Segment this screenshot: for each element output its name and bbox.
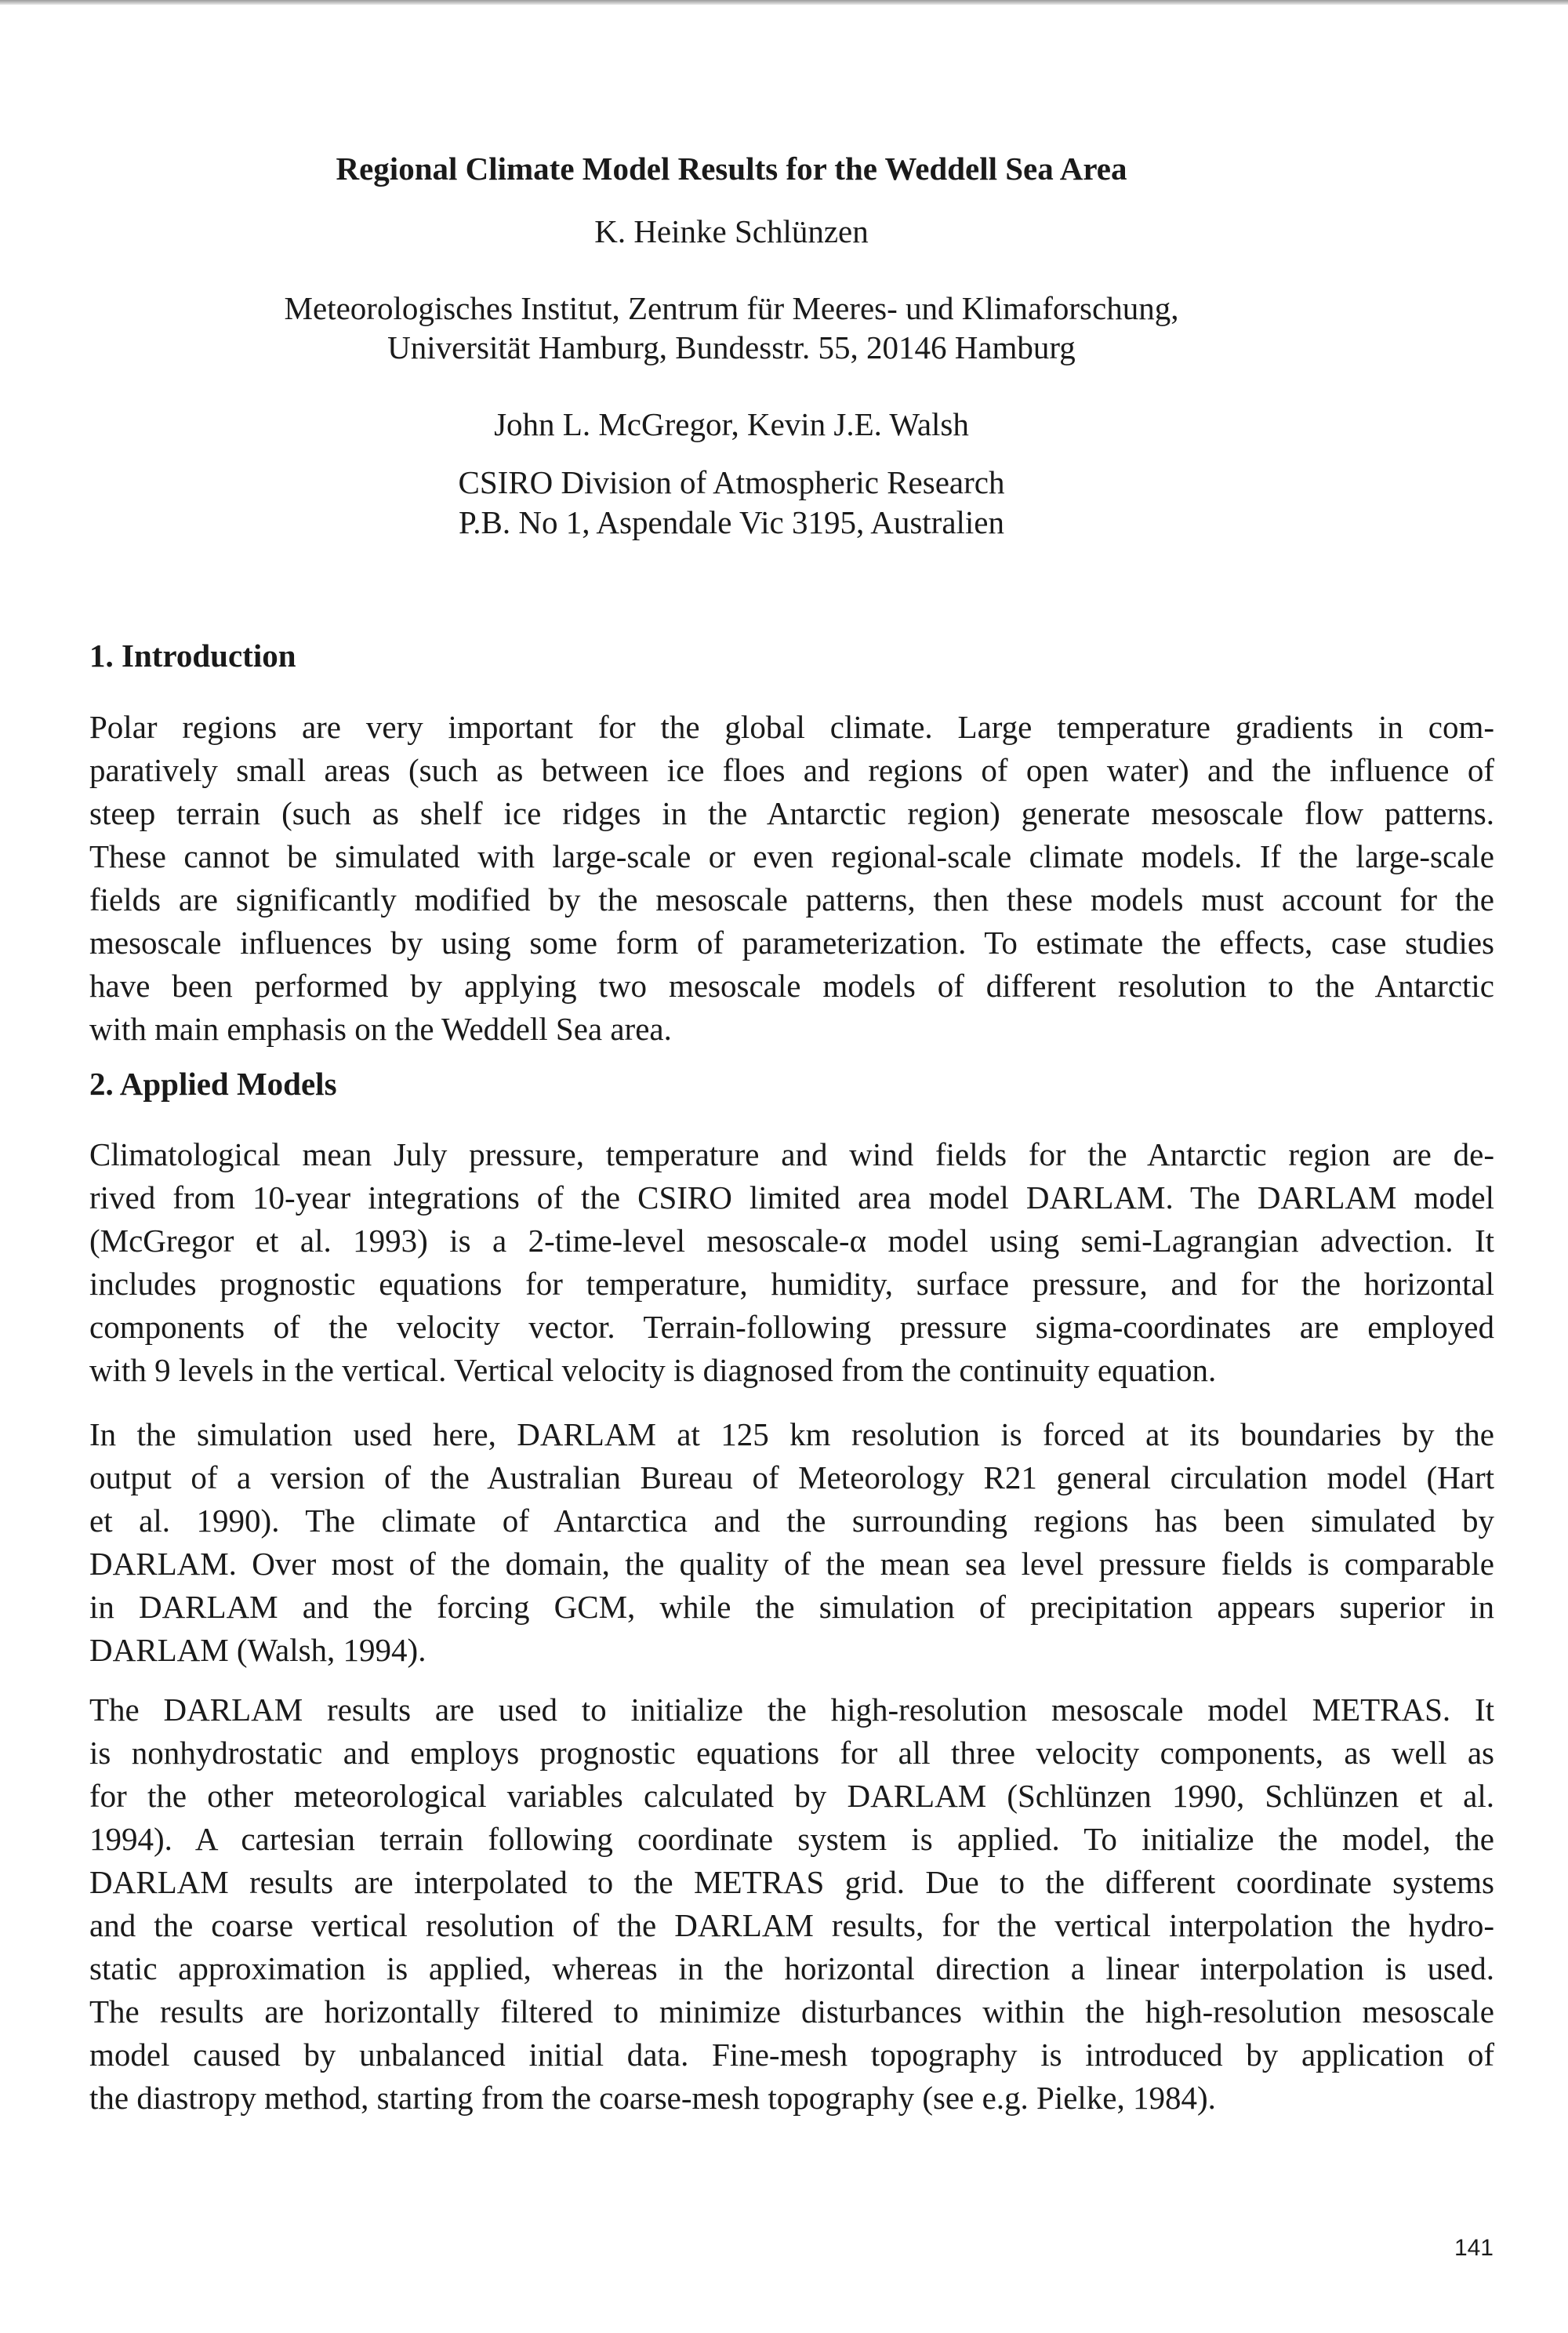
page-top-edge [0, 0, 1568, 5]
affiliation-2-line-2: P.B. No 1, Aspendale Vic 3195, Australien [458, 504, 1005, 540]
text-line: with 9 levels in the vertical. Vertical velocity is diagnosed from the continuity equation. [89, 1352, 1217, 1388]
text-line: for the other meteorological variables calculated by DARLAM (Schlünzen 1990, Schlünzen et al. [89, 1778, 1494, 1814]
text-line: paratively small areas (such as between ice floes and regions of open water) and the influence of [89, 752, 1494, 788]
text-line: Climatological mean July pressure, temperature and wind fields for the Antarctic region are de- [89, 1136, 1494, 1172]
text-line: have been performed by applying two mesoscale models of different resolution to the Antarctic [89, 968, 1494, 1004]
text-line: includes prognostic equations for temperature, humidity, surface pressure, and for the horizontal [89, 1266, 1494, 1302]
text-line: In the simulation used here, DARLAM at 125 km resolution is forced at its boundaries by the [89, 1416, 1494, 1452]
paragraph [89, 706, 1494, 1051]
text-line: model caused by unbalanced initial data. Fine-mesh topography is introduced by application of [89, 2037, 1494, 2073]
text-line: is nonhydrostatic and employs prognostic equations for all three velocity components, as well as [89, 1735, 1494, 1771]
text-line: Polar regions are very important for the global climate. Large temperature gradients in com- [89, 709, 1494, 745]
text-line: DARLAM. Over most of the domain, the quality of the mean sea level pressure fields is comparable [89, 1546, 1494, 1582]
text-line: mesoscale influences by using some form of parameterization. To estimate the effects, case studies [89, 925, 1494, 961]
authors-2: John L. McGregor, Kevin J.E. Walsh [494, 406, 969, 442]
text-line: and the coarse vertical resolution of the DARLAM results, for the vertical interpolation the hydro- [89, 1907, 1494, 1943]
paragraph [89, 1688, 1494, 2120]
text-line: 1994). A cartesian terrain following coordinate system is applied. To initialize the model, the [89, 1821, 1494, 1857]
text-line: (McGregor et al. 1993) is a 2-time-level mesoscale-α model using semi-Lagrangian advection. It [89, 1223, 1494, 1259]
text-line: with main emphasis on the Weddell Sea area. [89, 1011, 672, 1047]
paper-title: Regional Climate Model Results for the Weddell Sea Area [336, 151, 1127, 187]
text-line: output of a version of the Australian Bureau of Meteorology R21 general circulation model (Hart [89, 1459, 1494, 1495]
text-line: rived from 10-year integrations of the CSIRO limited area model DARLAM. The DARLAM model [89, 1179, 1494, 1216]
text-line: et al. 1990). The climate of Antarctica and the surrounding regions has been simulated by [89, 1503, 1494, 1539]
text-line: steep terrain (such as shelf ice ridges in the Antarctic region) generate mesoscale flow patterns. [89, 795, 1494, 831]
text-line: The results are horizontally filtered to minimize disturbances within the high-resolution mesoscale [89, 1993, 1494, 2030]
paragraph [89, 1413, 1494, 1672]
text-line: DARLAM results are interpolated to the METRAS grid. Due to the different coordinate systems [89, 1864, 1494, 1900]
paragraph [89, 1133, 1494, 1392]
affiliation-2-line-1: CSIRO Division of Atmospheric Research [458, 464, 1005, 500]
text-line: in DARLAM and the forcing GCM, while the simulation of precipitation appears superior in [89, 1589, 1494, 1625]
section-heading-applied-models: 2. Applied Models [89, 1066, 337, 1102]
text-line: fields are significantly modified by the mesoscale patterns, then these models must account for the [89, 881, 1494, 918]
affiliation-1-line-1: Meteorologisches Institut, Zentrum für Meeres- und Klimaforschung, [284, 290, 1179, 326]
text-line: DARLAM (Walsh, 1994). [89, 1632, 426, 1668]
section-heading-introduction: 1. Introduction [89, 638, 296, 674]
text-line: These cannot be simulated with large-scale or even regional-scale climate models. If the large-scale [89, 838, 1494, 874]
affiliation-1-line-2: Universität Hamburg, Bundesstr. 55, 20146 Hamburg [387, 329, 1076, 365]
author-1: K. Heinke Schlünzen [594, 213, 869, 249]
text-line: static approximation is applied, whereas in the horizontal direction a linear interpolation is used. [89, 1950, 1494, 1986]
text-line: the diastropy method, starting from the coarse-mesh topography (see e.g. Pielke, 1984). [89, 2080, 1216, 2116]
text-line: components of the velocity vector. Terrain-following pressure sigma-coordinates are employed [89, 1309, 1494, 1345]
text-line: The DARLAM results are used to initialize the high-resolution mesoscale model METRAS. It [89, 1692, 1494, 1728]
page-number: 141 [1454, 2235, 1494, 2261]
